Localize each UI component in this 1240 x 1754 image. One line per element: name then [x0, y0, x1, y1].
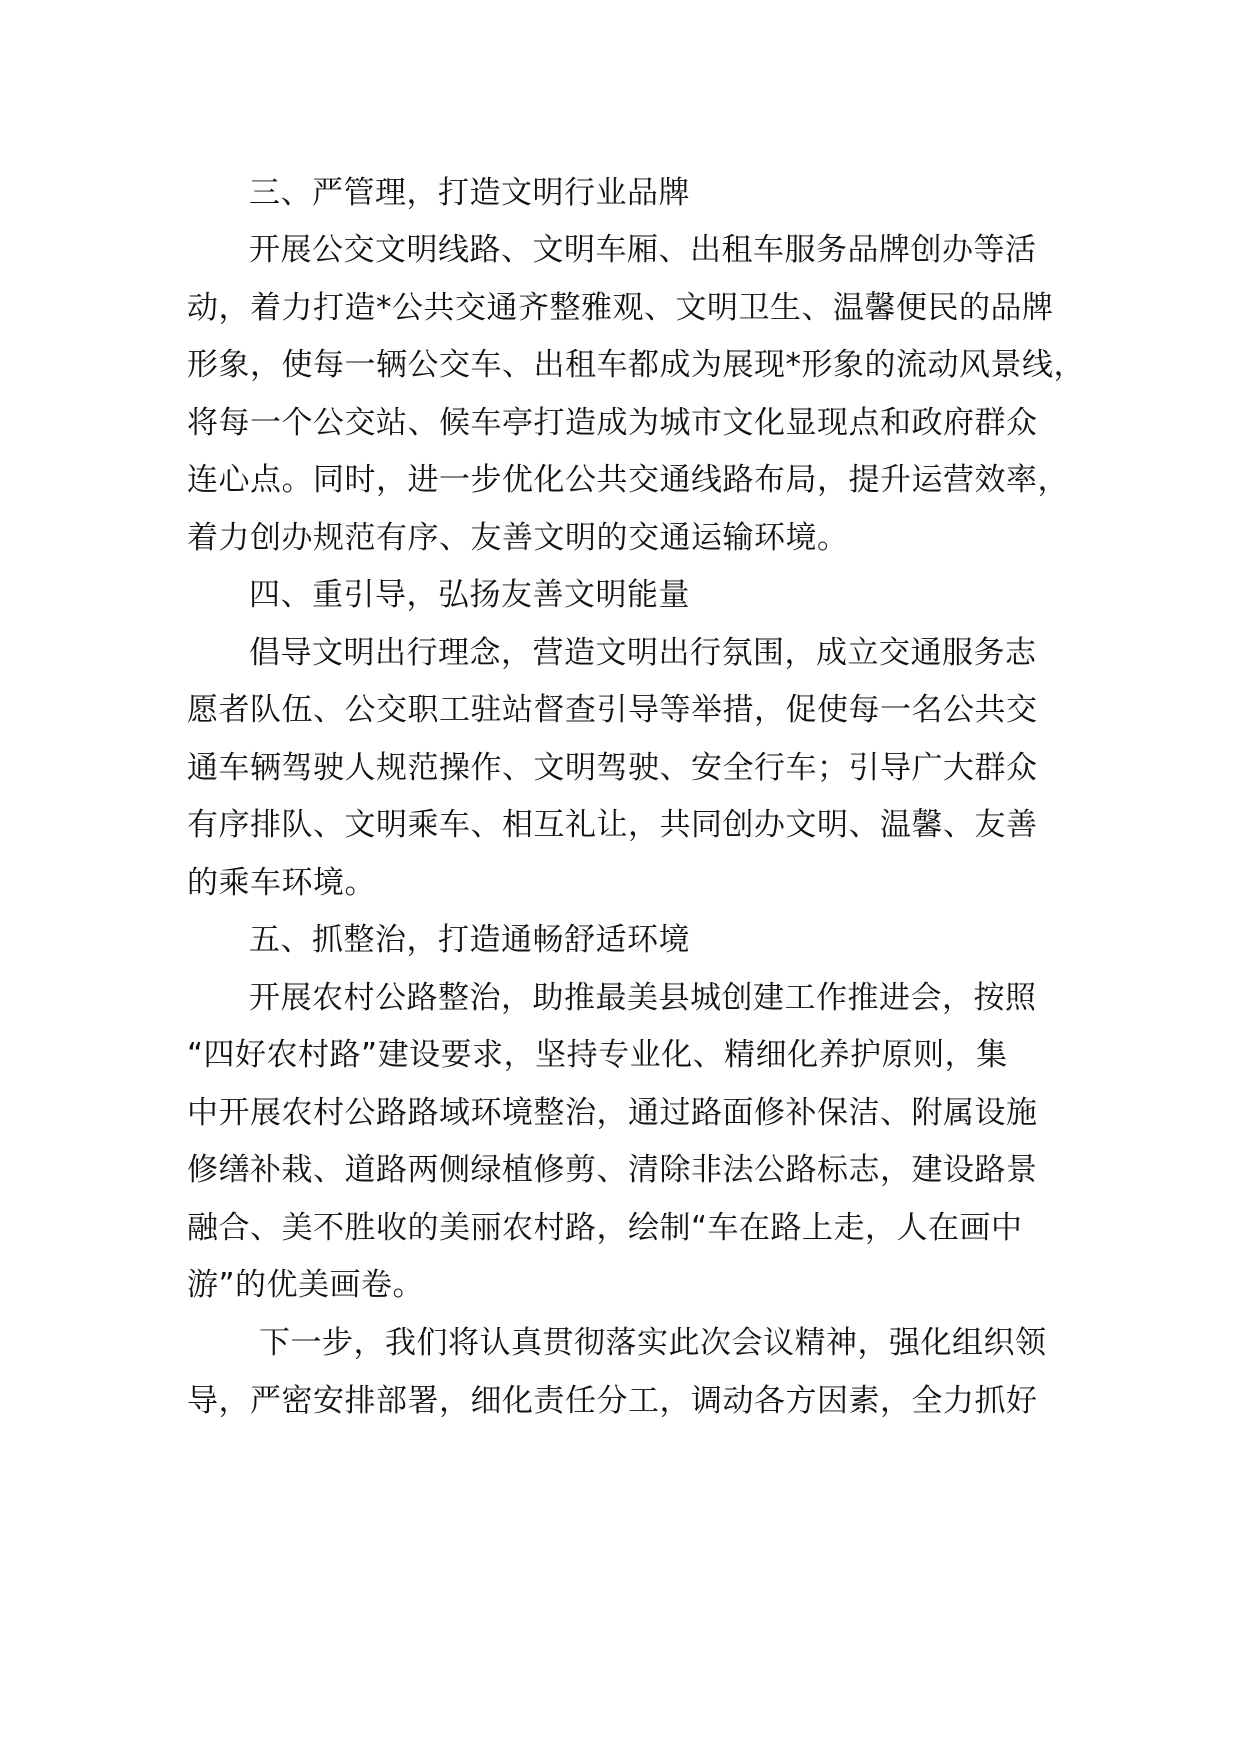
- paragraph-line: 开展农村公路整治，助推最美县城创建工作推进会，按照: [249, 980, 1037, 1016]
- paragraph-line: 下一步，我们将认真贯彻落实此次会议精神，强化组织领: [259, 1325, 1047, 1361]
- paragraph-line: 形象，使每一辆公交车、出租车都成为展现*形象的流动风景线，: [187, 347, 1085, 383]
- paragraph-line: 开展公交文明线路、文明车厢、出租车服务品牌创办等活: [249, 232, 1037, 268]
- paragraph-line: 着力创办规范有序、友善文明的交通运输环境。: [187, 520, 849, 556]
- paragraph-line: 愿者队伍、公交职工驻站督查引导等举措，促使每一名公共交: [187, 692, 1038, 728]
- paragraph-line: 游”的优美画卷。: [187, 1267, 425, 1303]
- paragraph-line: “四好农村路”建设要求，坚持专业化、精细化养护原则，集: [187, 1037, 1008, 1073]
- paragraph-line: 有序排队、文明乘车、相互礼让，共同创办文明、温馨、友善: [187, 807, 1038, 843]
- paragraph-line: 连心点。同时，进一步优化公共交通线路布局，提升运营效率，: [187, 462, 1069, 498]
- paragraph-line: 修缮补栽、道路两侧绿植修剪、清除非法公路标志，建设路景: [187, 1152, 1038, 1188]
- paragraph-line: 通车辆驾驶人规范操作、文明驾驶、安全行车；引导广大群众: [187, 750, 1038, 786]
- paragraph-line: 倡导文明出行理念，营造文明出行氛围，成立交通服务志: [249, 635, 1037, 671]
- section-heading-3: 三、严管理，打造文明行业品牌: [249, 175, 690, 211]
- section-heading-5: 五、抓整治，打造通畅舒适环境: [249, 922, 690, 958]
- paragraph-line: 中开展农村公路路域环境整治，通过路面修补保洁、附属设施: [187, 1095, 1038, 1131]
- paragraph-line: 动，着力打造*公共交通齐整雅观、文明卫生、温馨便民的品牌: [187, 290, 1054, 326]
- paragraph-line: 融合、美不胜收的美丽农村路，绘制“车在路上走，人在画中: [187, 1210, 1023, 1246]
- paragraph-line: 导，严密安排部署，细化责任分工，调动各方因素，全力抓好: [187, 1383, 1038, 1419]
- section-heading-4: 四、重引导，弘扬友善文明能量: [249, 577, 690, 613]
- paragraph-line: 的乘车环境。: [187, 865, 376, 901]
- paragraph-line: 将每一个公交站、候车亭打造成为城市文化显现点和政府群众: [187, 405, 1038, 441]
